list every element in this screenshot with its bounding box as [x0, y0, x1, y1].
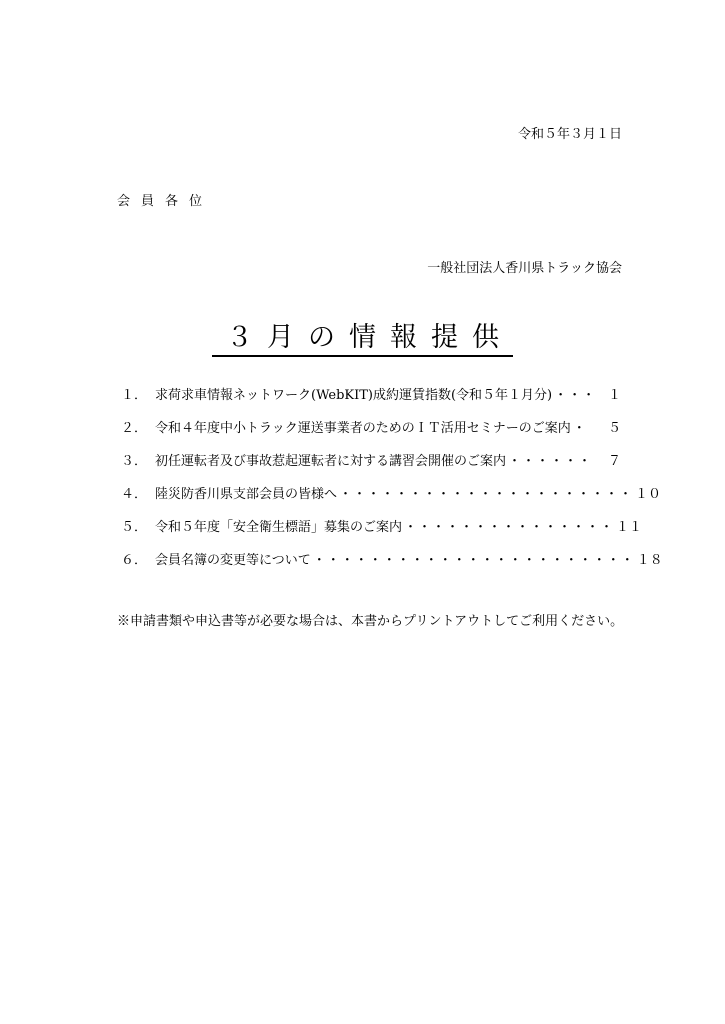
- toc-item-page: １０: [635, 487, 662, 502]
- toc-item-leader: ・・・・・・・・・・・・・・・: [404, 520, 615, 535]
- toc-item-page: １: [607, 388, 621, 403]
- toc-item: [121, 384, 621, 417]
- toc-item-leader: ・・・・・・・・・・・・・・・・・・・・・・・: [312, 553, 635, 568]
- toc-item-leader: ・・・・・・: [508, 454, 593, 469]
- toc-item: [121, 483, 662, 516]
- toc-item: [121, 450, 621, 483]
- toc-item-leader: ・: [572, 421, 587, 436]
- toc-item-number: ２．: [121, 421, 148, 436]
- toc-item: [121, 516, 643, 549]
- toc-item-number: １．: [121, 388, 148, 403]
- sender-organization: 一般社団法人香川県トラック協会: [427, 261, 622, 276]
- toc-item-number: ６．: [121, 553, 148, 568]
- toc-item-title: 陸災防香川県支部会員の皆様へ: [155, 487, 338, 502]
- toc-item-number: ３．: [121, 454, 148, 469]
- toc-item-leader: ・・・: [554, 388, 597, 403]
- toc-item-page: ７: [607, 454, 621, 469]
- toc-item-page: ５: [607, 421, 621, 436]
- toc-item-title: 令和４年度中小トラック運送事業者のためのＩＴ活用セミナーのご案内: [155, 421, 571, 436]
- toc-item-title: 令和５年度「安全衛生標語」募集のご案内: [155, 520, 403, 535]
- title-container: [0, 322, 725, 357]
- toc-item-leader: ・・・・・・・・・・・・・・・・・・・・・: [339, 487, 634, 502]
- printout-note: ※申請書類や申込書等が必要な場合は、本書からプリントアウトしてご利用ください。: [117, 614, 624, 629]
- toc-item-page: １１: [616, 520, 643, 535]
- toc-item-title: 会員名簿の変更等について: [155, 553, 311, 568]
- toc-item-title: 初任運転者及び事故惹起運転者に対する講習会開催のご案内: [155, 454, 507, 469]
- toc-item-title: 求荷求車情報ネットワーク(WebKIT)成約運賃指数(令和５年１月分): [155, 388, 553, 403]
- toc-item-page: １８: [636, 553, 663, 568]
- document-title: ３月の情報提供: [212, 322, 513, 357]
- table-of-contents: [121, 384, 663, 582]
- toc-item: [121, 417, 621, 450]
- toc-item: [121, 549, 663, 582]
- recipients: 会員各位: [117, 194, 214, 209]
- issue-date: 令和５年３月１日: [517, 127, 622, 142]
- toc-item-number: ４．: [121, 487, 148, 502]
- toc-item-number: ５．: [121, 520, 148, 535]
